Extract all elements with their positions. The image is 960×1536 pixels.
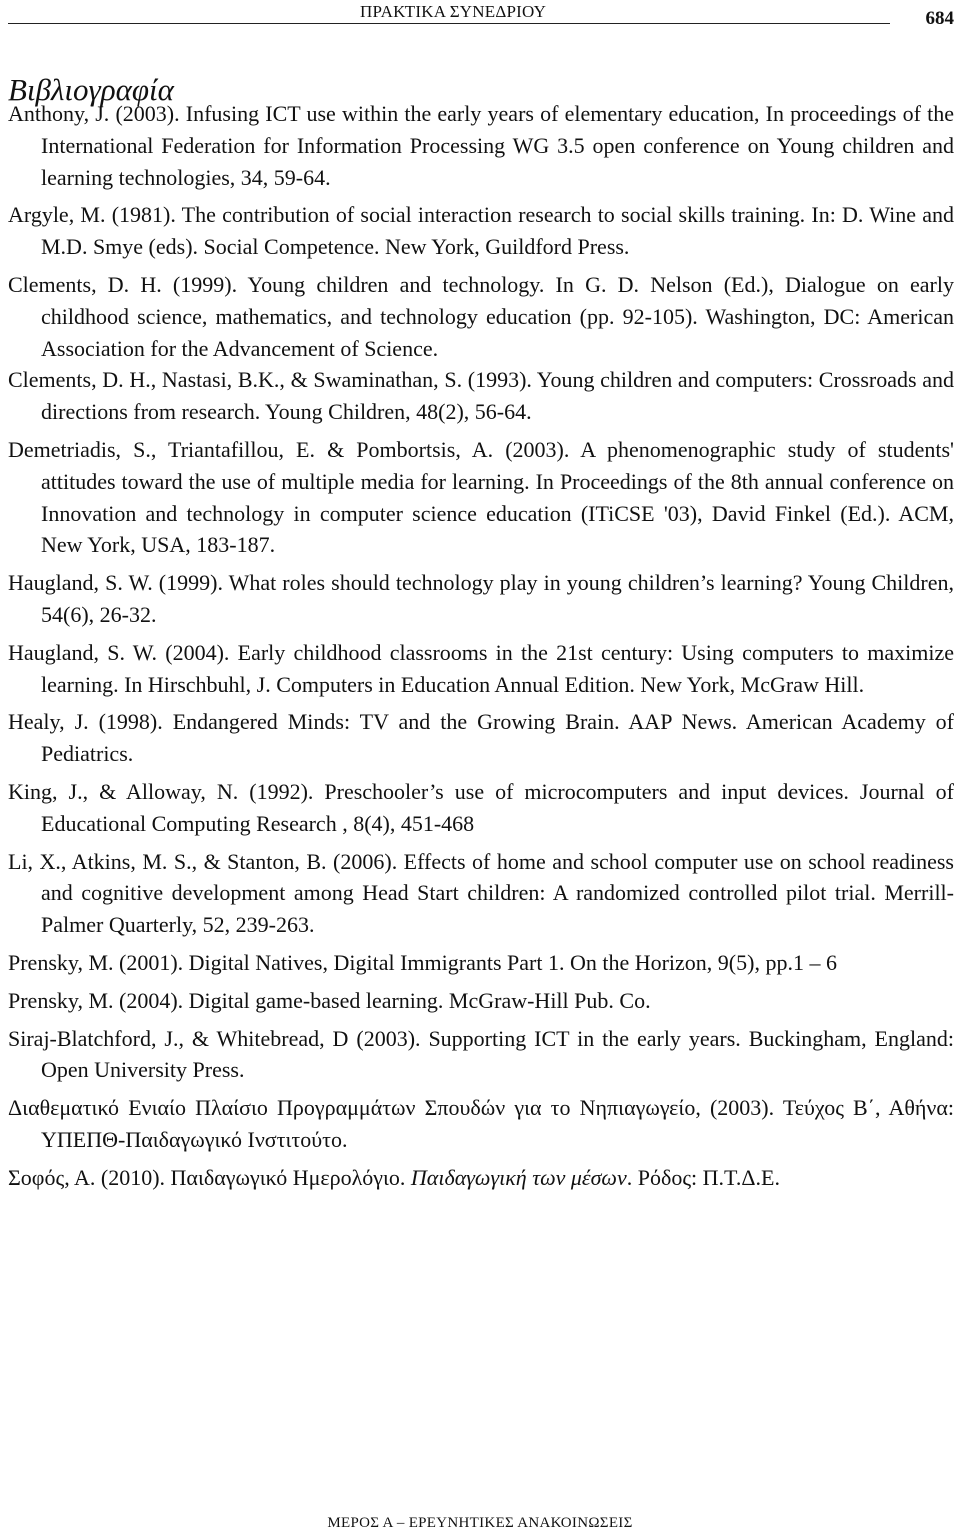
reference-item: Haugland, S. W. (1999). What roles should technology play in young children’s learning? Young Children, 54(6), 26-32.: [8, 570, 954, 627]
reference-italic-title: Παιδαγωγική των μέσων: [410, 1164, 627, 1190]
reference-item: Li, X., Atkins, M. S., & Stanton, B. (2006). Effects of home and school computer use on school readiness and cognitive development among Head Start children: A randomized controlled pilot trial. Merrill-Palmer Quarterly, 52, 239-263.: [8, 848, 954, 938]
reference-list: [8, 98, 954, 1200]
reference-item: King, J., & Alloway, N. (1992). Preschooler’s use of microcomputers and input devices. Journal of Educational Computing Research , 8(4), 451-468: [8, 778, 954, 836]
reference-item: Demetriadis, S., Triantafillou, E. & Pombortsis, A. (2003). A phenomenographic study of students' attitudes toward the use of multiple media for learning. In Proceedings of the 8th annual conference on Innovation and technology in computer science education (ITiCSE '03), David Finkel (Ed.). ACM, New York, USA, 183-187.: [8, 436, 954, 558]
reference-item: Siraj-Blatchford, J., & Whitebread, D (2003). Supporting ICT in the early years. Buckingham, England: Open University Press.: [8, 1025, 954, 1083]
page-header: [8, 0, 954, 40]
header-rule: [8, 23, 890, 24]
reference-item: Anthony, J. (2003). Infusing ICT use within the early years of elementary education, In proceedings of the International Federation for Information Processing WG 3.5 open conference on Young children and learning technologies, 34, 59-64.: [8, 101, 954, 190]
reference-text: Σοφός, Α. (2010). Παιδαγωγικό Ημερολόγιο.: [8, 1164, 411, 1190]
running-title: ΠΡΑΚΤΙΚΑ ΣΥΝΕΔΡΙΟΥ: [360, 2, 547, 21]
reference-item: Healy, J. (1998). Endangered Minds: TV and the Growing Brain. AAP News. American Academy of Pediatrics.: [8, 709, 954, 767]
reference-item: Haugland, S. W. (2004). Early childhood classrooms in the 21st century: Using computers to maximize learning. In Hirschbuhl, J. Computers in Education Annual Edition. New York, McGraw Hill.: [8, 639, 954, 697]
page-number: 684: [925, 8, 954, 29]
reference-item: Διαθεματικό Ενιαίο Πλαίσιο Προγραμμάτων Σπουδών για το Νηπιαγωγείο, (2003). Τεύχος Β΄, Αθήνα: ΥΠΕΠΘ-Παιδαγωγικό Ινστιτούτο.: [8, 1095, 954, 1152]
reference-item: Prensky, M. (2004). Digital game-based learning. McGraw-Hill Pub. Co.: [8, 987, 651, 1013]
page-footer: ΜΕΡΟΣ Α – ΕΡΕΥΝΗΤΙΚΕΣ ΑΝΑΚΟΙΝΩΣΕΙΣ: [327, 1515, 633, 1531]
reference-item: Argyle, M. (1981). The contribution of social interaction research to social skills training. In: D. Wine and M.D. Smye (eds). Social Competence. New York, Guildford Press.: [8, 202, 954, 260]
reference-text: . Ρόδος: Π.Τ.Δ.Ε.: [626, 1164, 780, 1190]
reference-item: Prensky, M. (2001). Digital Natives, Digital Immigrants Part 1. On the Horizon, 9(5), pp.1 – 6: [8, 949, 837, 975]
section-title: Βιβλιογραφία: [8, 72, 174, 107]
reference-item: Clements, D. H., Nastasi, B.K., & Swaminathan, S. (1993). Young children and computers: Crossroads and directions from research. Young Children, 48(2), 56-64.: [8, 367, 954, 425]
reference-item: Clements, D. H. (1999). Young children and technology. In G. D. Nelson (Ed.), Dialogue on early childhood science, mathematics, and technology education (pp. 92-105). Washington, DC: American Association for the Advancement of Science.: [8, 271, 954, 361]
reference-item-last: [8, 1162, 954, 1194]
